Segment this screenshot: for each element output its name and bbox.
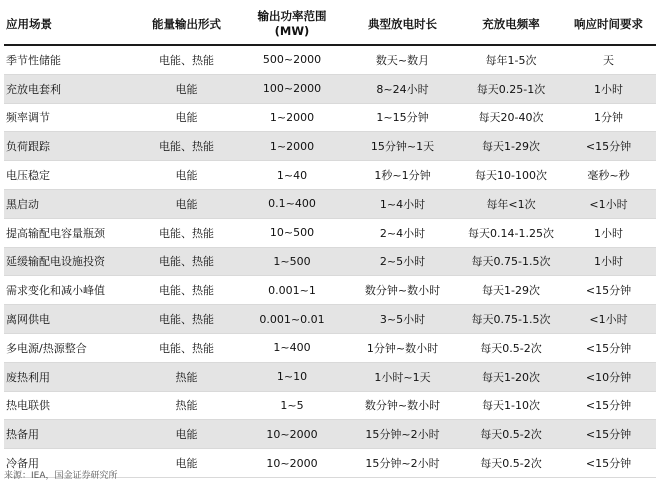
cell-charge-discharge-frequency: 每天0.14-1.25次 <box>461 218 561 247</box>
cell-response-time-requirement: <1小时 <box>561 189 656 218</box>
cell-typical-discharge-duration: 数分钟~数小时 <box>344 391 461 420</box>
cell-response-time-requirement: 1小时 <box>561 218 656 247</box>
cell-charge-discharge-frequency: 每天0.5-2次 <box>461 449 561 478</box>
cell-charge-discharge-frequency: 每天1-20次 <box>461 362 561 391</box>
cell-energy-output-form: 电能 <box>133 420 240 449</box>
storage-application-table <box>4 4 656 478</box>
cell-typical-discharge-duration: 15分钟~1天 <box>344 132 461 161</box>
cell-application-scenario: 多电源/热源整合 <box>4 333 133 362</box>
header-typical-discharge-duration: 典型放电时长 <box>344 4 461 45</box>
cell-response-time-requirement: 1小时 <box>561 74 656 103</box>
cell-output-power-range: 1~5 <box>240 391 344 420</box>
cell-typical-discharge-duration: 15分钟~2小时 <box>344 449 461 478</box>
table-body <box>4 45 656 477</box>
cell-charge-discharge-frequency: 每天1-29次 <box>461 276 561 305</box>
cell-charge-discharge-frequency: 每天1-10次 <box>461 391 561 420</box>
table-row <box>4 362 656 391</box>
source-note: 来源：IEA，国金证券研究所 <box>4 471 118 481</box>
cell-output-power-range: 500~2000 <box>240 45 344 74</box>
cell-charge-discharge-frequency: 每天0.5-2次 <box>461 333 561 362</box>
cell-energy-output-form: 热能 <box>133 362 240 391</box>
cell-response-time-requirement: <15分钟 <box>561 132 656 161</box>
cell-response-time-requirement: 1分钟 <box>561 103 656 132</box>
table-row <box>4 218 656 247</box>
cell-energy-output-form: 热能 <box>133 391 240 420</box>
cell-application-scenario: 延缓输配电设施投资 <box>4 247 133 276</box>
cell-output-power-range: 100~2000 <box>240 74 344 103</box>
table-row <box>4 161 656 190</box>
table-row <box>4 305 656 334</box>
cell-output-power-range: 1~2000 <box>240 103 344 132</box>
cell-output-power-range: 0.001~1 <box>240 276 344 305</box>
cell-energy-output-form: 电能 <box>133 103 240 132</box>
cell-typical-discharge-duration: 数天~数月 <box>344 45 461 74</box>
cell-response-time-requirement: <15分钟 <box>561 276 656 305</box>
cell-response-time-requirement: <15分钟 <box>561 449 656 478</box>
header-output-power-range: 输出功率范围 (MW) <box>240 4 344 45</box>
cell-output-power-range: 10~500 <box>240 218 344 247</box>
cell-response-time-requirement: 天 <box>561 45 656 74</box>
table-row <box>4 132 656 161</box>
cell-response-time-requirement: <15分钟 <box>561 420 656 449</box>
table-row <box>4 45 656 74</box>
cell-typical-discharge-duration: 15分钟~2小时 <box>344 420 461 449</box>
cell-energy-output-form: 电能 <box>133 449 240 478</box>
cell-response-time-requirement: <15分钟 <box>561 391 656 420</box>
cell-application-scenario: 废热利用 <box>4 362 133 391</box>
cell-charge-discharge-frequency: 每年<1次 <box>461 189 561 218</box>
cell-energy-output-form: 电能、热能 <box>133 247 240 276</box>
cell-application-scenario: 充放电套利 <box>4 74 133 103</box>
cell-application-scenario: 黑启动 <box>4 189 133 218</box>
cell-output-power-range: 1~10 <box>240 362 344 391</box>
cell-charge-discharge-frequency: 每天0.25-1次 <box>461 74 561 103</box>
cell-energy-output-form: 电能、热能 <box>133 132 240 161</box>
cell-charge-discharge-frequency: 每天1-29次 <box>461 132 561 161</box>
cell-application-scenario: 频率调节 <box>4 103 133 132</box>
cell-charge-discharge-frequency: 每天0.75-1.5次 <box>461 247 561 276</box>
cell-typical-discharge-duration: 1秒~1分钟 <box>344 161 461 190</box>
cell-application-scenario: 热备用 <box>4 420 133 449</box>
cell-response-time-requirement: <10分钟 <box>561 362 656 391</box>
header-application-scenario: 应用场景 <box>4 4 133 45</box>
header-response-time-requirement: 响应时间要求 <box>561 4 656 45</box>
header-energy-output-form: 能量输出形式 <box>133 4 240 45</box>
cell-charge-discharge-frequency: 每天10-100次 <box>461 161 561 190</box>
table-row <box>4 420 656 449</box>
cell-energy-output-form: 电能、热能 <box>133 305 240 334</box>
cell-application-scenario: 离网供电 <box>4 305 133 334</box>
cell-energy-output-form: 电能 <box>133 161 240 190</box>
cell-application-scenario: 提高输配电容量瓶颈 <box>4 218 133 247</box>
cell-energy-output-form: 电能 <box>133 189 240 218</box>
cell-typical-discharge-duration: 2~5小时 <box>344 247 461 276</box>
table-row <box>4 333 656 362</box>
cell-charge-discharge-frequency: 每天0.5-2次 <box>461 420 561 449</box>
cell-typical-discharge-duration: 2~4小时 <box>344 218 461 247</box>
cell-output-power-range: 1~2000 <box>240 132 344 161</box>
cell-output-power-range: 1~400 <box>240 333 344 362</box>
cell-application-scenario: 负荷跟踪 <box>4 132 133 161</box>
cell-typical-discharge-duration: 1小时~1天 <box>344 362 461 391</box>
cell-energy-output-form: 电能、热能 <box>133 333 240 362</box>
table-row <box>4 276 656 305</box>
cell-response-time-requirement: 毫秒~秒 <box>561 161 656 190</box>
cell-output-power-range: 0.1~400 <box>240 189 344 218</box>
cell-output-power-range: 10~2000 <box>240 449 344 478</box>
cell-application-scenario: 需求变化和减小峰值 <box>4 276 133 305</box>
table-row <box>4 247 656 276</box>
cell-charge-discharge-frequency: 每天0.75-1.5次 <box>461 305 561 334</box>
storage-application-table-container <box>4 4 656 478</box>
cell-charge-discharge-frequency: 每年1-5次 <box>461 45 561 74</box>
table-row <box>4 103 656 132</box>
table-header-row <box>4 4 656 45</box>
header-charge-discharge-frequency: 充放电频率 <box>461 4 561 45</box>
cell-energy-output-form: 电能、热能 <box>133 45 240 74</box>
cell-output-power-range: 0.001~0.01 <box>240 305 344 334</box>
cell-typical-discharge-duration: 3~5小时 <box>344 305 461 334</box>
cell-application-scenario: 季节性储能 <box>4 45 133 74</box>
cell-typical-discharge-duration: 1~15分钟 <box>344 103 461 132</box>
cell-energy-output-form: 电能、热能 <box>133 218 240 247</box>
cell-typical-discharge-duration: 8~24小时 <box>344 74 461 103</box>
cell-typical-discharge-duration: 1分钟~数小时 <box>344 333 461 362</box>
cell-output-power-range: 1~40 <box>240 161 344 190</box>
cell-application-scenario: 电压稳定 <box>4 161 133 190</box>
cell-application-scenario: 热电联供 <box>4 391 133 420</box>
cell-energy-output-form: 电能 <box>133 74 240 103</box>
cell-response-time-requirement: <15分钟 <box>561 333 656 362</box>
cell-output-power-range: 1~500 <box>240 247 344 276</box>
cell-response-time-requirement: 1小时 <box>561 247 656 276</box>
table-row <box>4 189 656 218</box>
cell-output-power-range: 10~2000 <box>240 420 344 449</box>
cell-typical-discharge-duration: 1~4小时 <box>344 189 461 218</box>
table-row <box>4 74 656 103</box>
cell-response-time-requirement: <1小时 <box>561 305 656 334</box>
cell-typical-discharge-duration: 数分钟~数小时 <box>344 276 461 305</box>
cell-energy-output-form: 电能、热能 <box>133 276 240 305</box>
cell-charge-discharge-frequency: 每天20-40次 <box>461 103 561 132</box>
table-row <box>4 391 656 420</box>
cell-application-scenario: 冷备用 <box>4 449 133 478</box>
